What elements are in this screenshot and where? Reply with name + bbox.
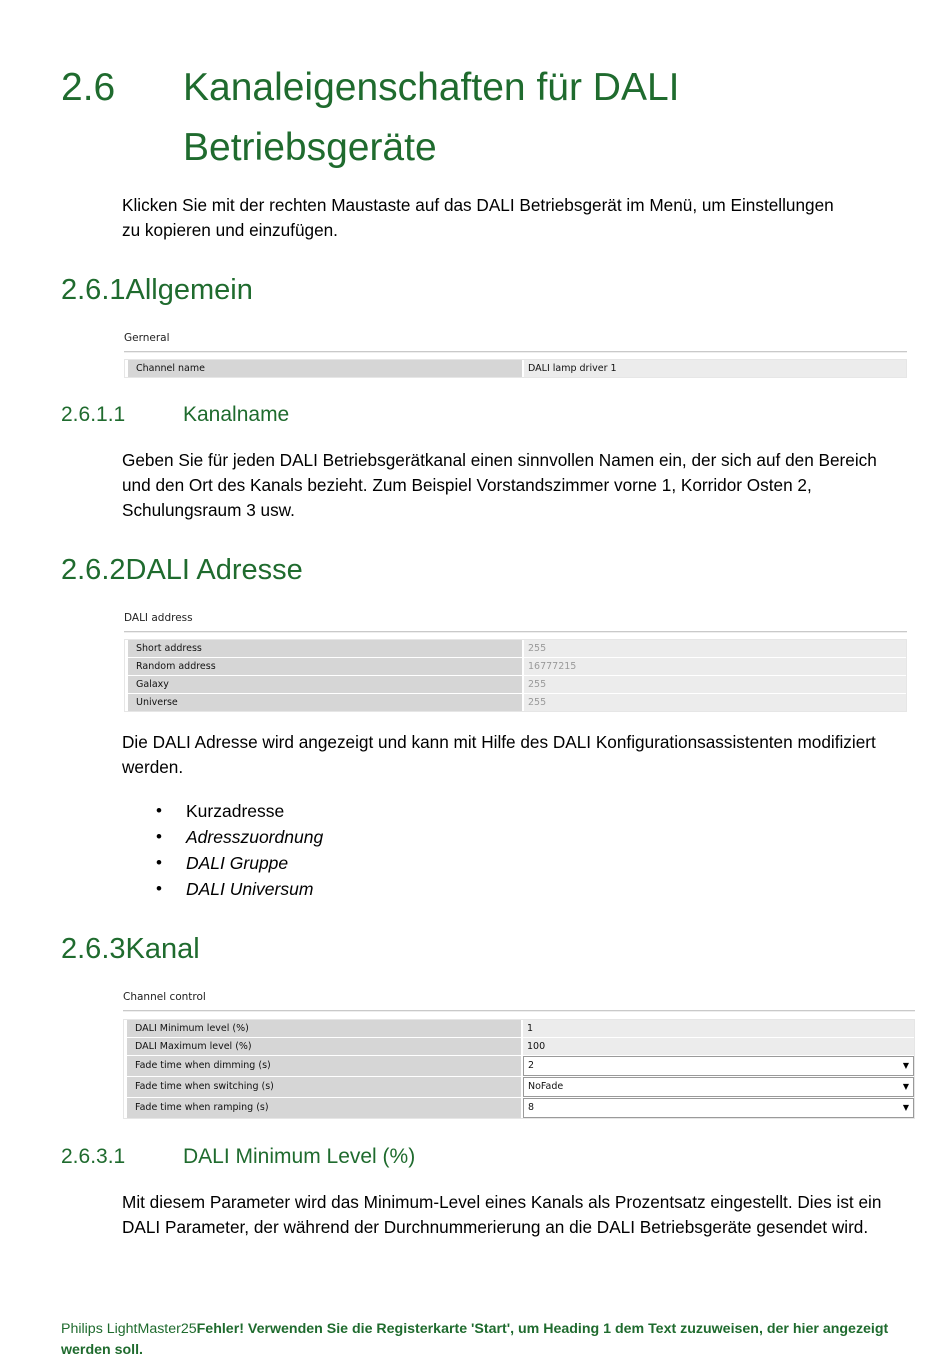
bullet-icon: • (156, 827, 162, 846)
grid-key: Fade time when ramping (s) (127, 1098, 521, 1118)
general-heading (61, 274, 253, 307)
grid-key: Universe (128, 694, 522, 711)
kanalname-text: Geben Sie für jeden DALI Betriebsgerätkanal einen sinnvollen Namen ein, der sich auf den Bereich und den Ort des Kanals bezieht. Zum Beispiel Vorstandszimmer vorne 1, Korridor Osten 2, Schulungsraum 3 usw. (122, 450, 877, 520)
grid-row-max-level[interactable] (124, 1038, 914, 1055)
fade-switching-select[interactable]: NoFade ▼ (523, 1077, 914, 1097)
grid-row-channel-name[interactable] (125, 360, 906, 377)
kanalname-number: 2.6.1.1 (61, 403, 126, 426)
panel-divider (124, 631, 907, 633)
general-grid (124, 359, 907, 378)
dropdown-arrow-icon[interactable]: ▼ (902, 1061, 909, 1070)
channel-panel-title: Channel control (123, 991, 206, 1003)
galaxy-value: 255 (524, 676, 906, 693)
section-intro: Klicken Sie mit der rechten Maustaste auf das DALI Betriebsgerät im Menü, um Einstellungen zu kopieren und einzufügen. (122, 195, 834, 240)
grid-row-min-level[interactable] (124, 1020, 914, 1037)
grid-row-short-address (125, 640, 906, 657)
section-number: 2.6 (61, 66, 116, 109)
page-footer (61, 1319, 891, 1361)
grid-key: Channel name (128, 360, 522, 377)
list-item: • DALI Universum (122, 876, 522, 902)
min-level-heading (61, 1145, 561, 1171)
grid-row-fade-dimming[interactable] (124, 1056, 914, 1076)
list-item: • Adresszuordnung (122, 824, 522, 850)
grid-row-universe (125, 694, 906, 711)
universe-value: 255 (524, 694, 906, 711)
channel-heading (61, 933, 200, 966)
list-item: • DALI Gruppe (122, 850, 522, 876)
channel-name-field[interactable]: DALI lamp driver 1 (524, 360, 906, 377)
address-grid (124, 639, 907, 712)
bullet-icon: • (156, 879, 162, 898)
bullet-icon: • (156, 853, 162, 872)
footer-product: Philips LightMaster25 (61, 1321, 197, 1337)
kanalname-title: Kanalname (183, 403, 290, 426)
general-panel (124, 332, 907, 378)
footer-error: Fehler! Verwenden Sie die Registerkarte 'Start', um Heading 1 dem Text zuzuweisen, der hier angezeigt werden soll. (61, 1321, 889, 1358)
min-level-field[interactable]: 1 (523, 1020, 914, 1037)
fade-ramping-select[interactable]: 8 ▼ (523, 1098, 914, 1118)
dropdown-arrow-icon[interactable]: ▼ (902, 1103, 909, 1112)
channel-number: 2.6.3 (61, 933, 126, 965)
section-heading (61, 58, 821, 178)
general-panel-title: Gerneral (124, 332, 170, 344)
section-title: Kanaleigenschaften für DALI Betriebsgeräte (183, 66, 680, 169)
fade-dimming-select[interactable]: 2 ▼ (523, 1056, 914, 1076)
grid-key: Galaxy (128, 676, 522, 693)
general-number: 2.6.1 (61, 274, 126, 306)
grid-key: Fade time when dimming (s) (127, 1056, 521, 1076)
grid-key: Fade time when switching (s) (127, 1077, 521, 1097)
grid-row-random-address (125, 658, 906, 675)
general-title: Allgemein (125, 274, 253, 306)
grid-key: Short address (128, 640, 522, 657)
grid-key: DALI Minimum level (%) (127, 1020, 521, 1037)
max-level-field[interactable]: 100 (523, 1038, 914, 1055)
short-address-value: 255 (524, 640, 906, 657)
address-bullet-list (122, 798, 522, 902)
panel-divider (124, 351, 907, 353)
dropdown-arrow-icon[interactable]: ▼ (902, 1082, 909, 1091)
address-title: DALI Adresse (125, 554, 303, 586)
channel-title: Kanal (125, 933, 200, 965)
random-address-value: 16777215 (524, 658, 906, 675)
address-panel-title: DALI address (124, 612, 193, 624)
grid-key: Random address (128, 658, 522, 675)
min-level-number: 2.6.3.1 (61, 1145, 126, 1168)
address-heading (61, 554, 303, 587)
panel-divider (123, 1010, 915, 1012)
address-text: Die DALI Adresse wird angezeigt und kann mit Hilfe des DALI Konfigurationsassistenten modifiziert werden. (122, 732, 876, 777)
min-level-title: DALI Minimum Level (%) (183, 1145, 416, 1168)
bullet-icon: • (156, 801, 162, 820)
grid-key: DALI Maximum level (%) (127, 1038, 521, 1055)
kanalname-heading (61, 403, 461, 429)
address-number: 2.6.2 (61, 554, 126, 586)
grid-row-galaxy (125, 676, 906, 693)
address-panel (124, 612, 907, 712)
min-level-text: Mit diesem Parameter wird das Minimum-Level eines Kanals als Prozentsatz eingestellt. Dies ist ein DALI Parameter, der während der Durchnummerierung an die DALI Betriebsgeräte gesendet wird. (122, 1192, 882, 1237)
grid-row-fade-switching[interactable] (124, 1077, 914, 1097)
channel-panel (123, 991, 915, 1119)
channel-grid (123, 1019, 915, 1119)
grid-row-fade-ramping[interactable] (124, 1098, 914, 1118)
list-item: • Kurzadresse (122, 798, 522, 824)
